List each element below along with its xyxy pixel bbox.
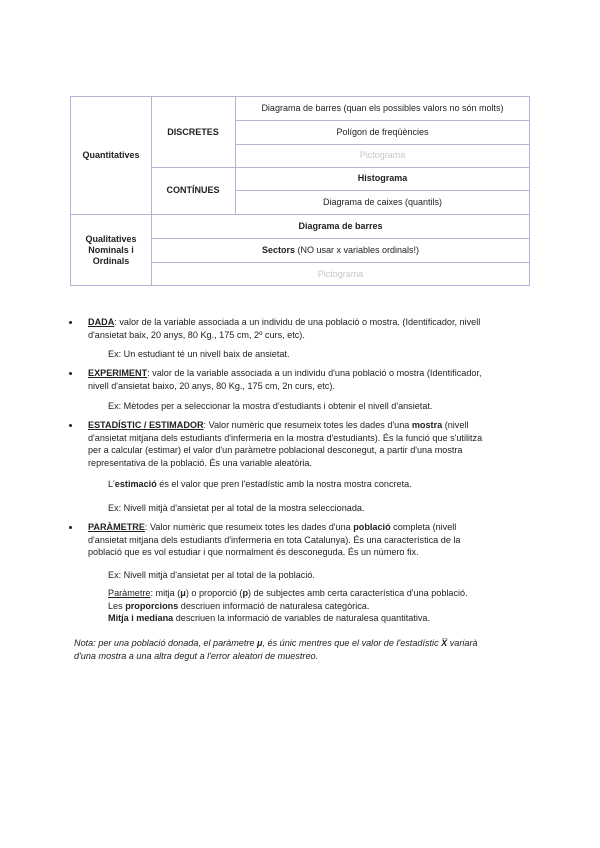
parametre-definition — [108, 587, 468, 600]
text-bold: Mitja i mediana — [108, 613, 174, 623]
text-line: població que es vol estudiar i que normalment és desconeguda. És un número fix. — [88, 547, 419, 558]
table-cell — [151, 238, 530, 262]
text-line: per a calcular (estimar) el valor d'un paràmetre poblacional desconegut, a partir d'una mostra — [88, 445, 463, 456]
example-dada: Ex: Un estudiant té un nivell baix de ansietat. — [108, 349, 290, 359]
text-bold: mostra — [411, 420, 443, 430]
text-span: descriuen la informació de variables de naturalesa quantitativa. — [173, 613, 430, 623]
p-symbol: p — [242, 588, 249, 598]
category-qualitatives: Qualitatives Nominals i Ordinals — [85, 233, 137, 266]
note-line-2: d'una mostra a una altra degut a l'error aleatori de muestreo. — [74, 650, 319, 661]
text-span: ) o proporció ( — [185, 588, 243, 598]
xbar-symbol: X̅ — [441, 638, 448, 648]
table-cell-bold: Sectors — [261, 244, 295, 255]
text-line: d'ansietat mitjana dels estudiants d'infermeria en la mostra d'estudiants). És la funció que s'utilitza — [88, 432, 483, 443]
text-span: descriuen informació de naturalesa categòrica. — [178, 601, 370, 611]
text-span: variarà — [447, 638, 478, 648]
text-span: Les — [108, 601, 126, 611]
table-cell: Pictograma — [359, 150, 406, 160]
proporcions-line — [108, 600, 369, 613]
text-line: d'ansietat baix, 20 anys, 80 Kg., 175 cm, 2º curs, etc). — [88, 329, 305, 340]
text-line: : Valor numèric que resumeix totes les dades d'una — [203, 420, 412, 430]
term-parametre: PARÀMETRE — [88, 522, 145, 532]
text-line: : valor de la variable associada a un individu de una població o mostra. (Identificador, nivell — [114, 317, 481, 327]
table-cell: Histograma — [357, 173, 408, 183]
bullet-icon — [69, 372, 72, 375]
bullet-icon — [69, 526, 72, 529]
text-bold: proporcions — [125, 601, 179, 611]
text-line: nivell d'ansietat baixo, 20 anys, 80 Kg., 175 cm, 2n curs, etc). — [88, 380, 335, 391]
text-span: : mitja ( — [150, 588, 181, 598]
text-span: ) de subjectes amb certa característica d'una població. — [248, 588, 468, 598]
bullet-experiment — [74, 367, 530, 393]
text-bold: estimació — [114, 479, 157, 489]
table-cell: Polígon de freqüències — [336, 126, 429, 137]
text-bold: població — [353, 522, 391, 532]
text-line: : valor de la variable associada a un individu d'una població o mostra (Identificador, — [147, 368, 482, 378]
mu-symbol: μ — [257, 638, 263, 648]
term-estadistic: ESTADÍSTIC / ESTIMADOR — [88, 420, 204, 430]
mitja-mediana-line — [108, 612, 430, 625]
bullet-icon — [69, 424, 72, 427]
text-line: : Valor numèric que resumeix totes les dades d'una — [144, 522, 354, 532]
text-span: , és únic mentres que el valor de l'estadístic — [262, 638, 442, 648]
subcategory-continues: CONTÍNUES — [166, 185, 220, 195]
text-line: representativa de la població. És una variable aleatòria. — [88, 457, 312, 468]
text-span: L' — [108, 479, 115, 489]
text-line: completa (nivell — [390, 522, 457, 532]
note-line-1 — [74, 637, 530, 650]
category-quantitatives: Quantitatives — [82, 150, 140, 160]
term-experiment: EXPERIMENT — [88, 368, 148, 378]
subcategory-discretes: DISCRETES — [167, 126, 219, 137]
text-line: (nivell — [442, 420, 469, 430]
text-underlined: Paràmetre — [108, 588, 151, 598]
table-cell: Diagrama de barres — [298, 220, 383, 231]
table-cell: Diagrama de caixes (quantils) — [322, 196, 443, 207]
table-cell-text: (NO usar x variables ordinals!) — [294, 244, 420, 255]
text-span: és el valor que pren l'estadístic amb la nostra mostra concreta. — [156, 479, 412, 489]
bullet-parametre — [74, 521, 530, 561]
term-dada: DADA — [88, 317, 115, 327]
example-experiment: Ex: Mètodes per a seleccionar la mostra d'estudiants i obtenir el nivell d'ansietat. — [108, 401, 433, 411]
example-parametre: Ex: Nivell mitjà d'ansietat per al total de la població. — [108, 570, 315, 580]
note — [74, 637, 530, 662]
bullet-dada — [74, 316, 530, 342]
bullet-estadistic — [74, 419, 530, 471]
mu-symbol: μ — [180, 588, 186, 598]
example-estadistic: Ex: Nivell mitjà d'ansietat per al total de la mostra seleccionada. — [108, 503, 365, 513]
bullet-icon — [69, 321, 72, 324]
table-cell: Pictograma — [317, 268, 364, 279]
chart-types-table — [70, 96, 530, 286]
text-line: d'ansietat mitjana dels estudiants d'infermeria en tota Catalunya). És una característica de la — [88, 534, 461, 545]
table-cell: Diagrama de barres (quan els possibles valors no són molts) — [261, 103, 504, 113]
text-span: Nota: per una població donada, el paràmetre — [74, 638, 258, 648]
estimacio-line — [108, 478, 412, 491]
